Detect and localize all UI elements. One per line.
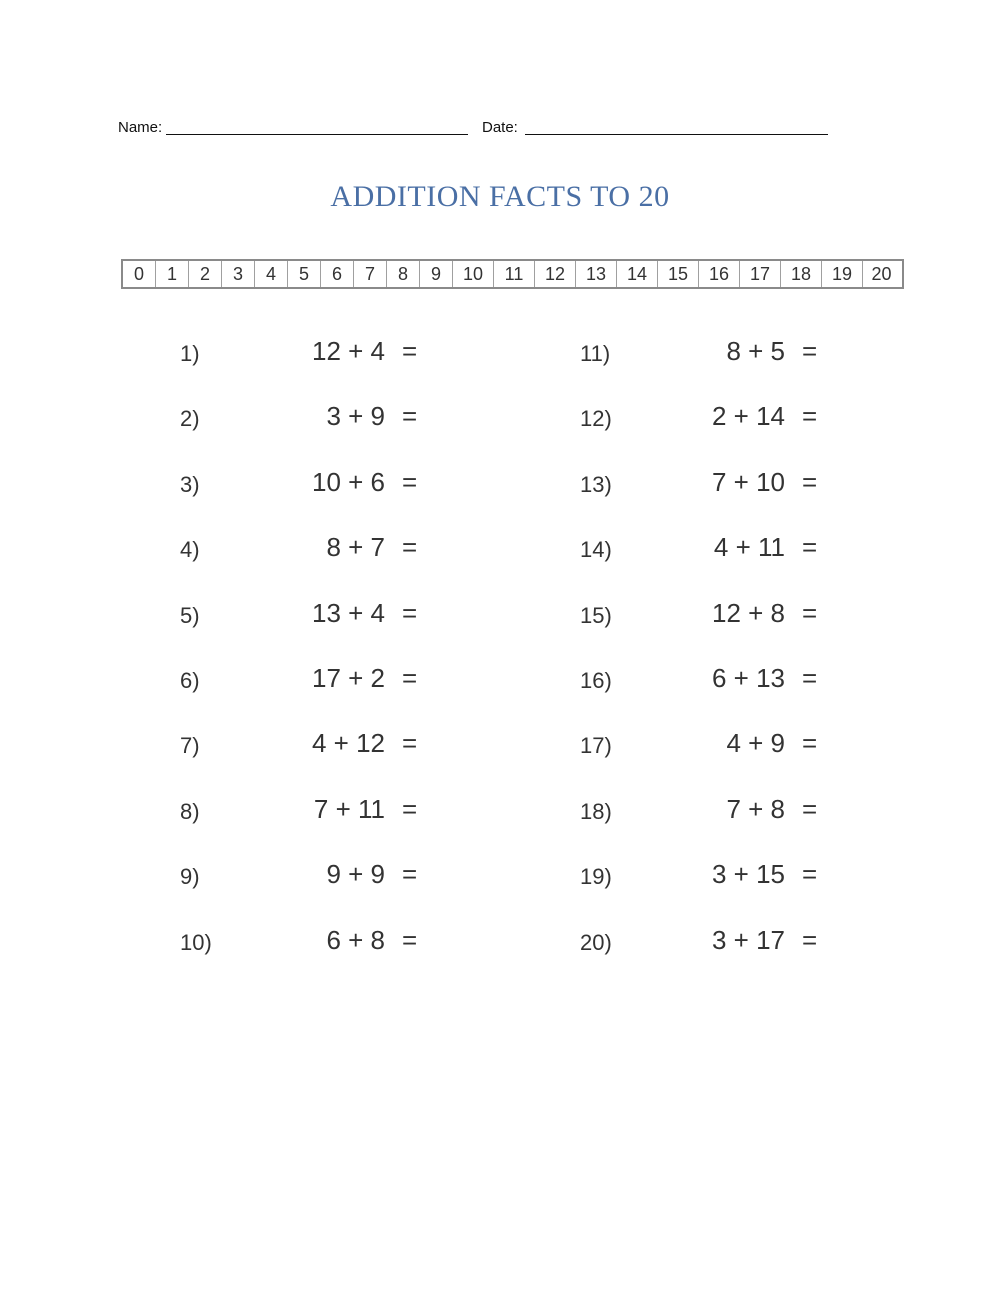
number-line-cell: 8 — [387, 261, 420, 287]
problem-number: 16) — [580, 667, 612, 693]
equals-sign: = — [802, 728, 818, 759]
problem-row — [580, 519, 840, 584]
date-label: Date: — [482, 119, 518, 136]
problem-row — [180, 585, 440, 650]
equals-sign: = — [802, 336, 818, 366]
equals-sign: = — [802, 532, 818, 563]
number-line-cell: 5 — [288, 261, 321, 287]
problem-expression: 12 + 8 — [711, 597, 785, 628]
problem-row — [180, 519, 440, 584]
problem-number: 18) — [580, 798, 612, 824]
problem-row — [580, 454, 840, 519]
problems-column-right — [580, 323, 840, 977]
problem-number: 12) — [580, 406, 612, 432]
problem-number: 2) — [180, 406, 200, 432]
number-line-cell: 17 — [740, 261, 781, 287]
number-line-cell: 14 — [617, 261, 658, 287]
equals-sign: = — [402, 728, 418, 759]
equals-sign: = — [402, 597, 418, 628]
equals-sign: = — [402, 662, 418, 693]
equals-sign: = — [802, 793, 818, 824]
problem-row — [580, 585, 840, 650]
problem-number: 8) — [180, 798, 200, 824]
number-line — [121, 259, 904, 289]
problem-expression: 4 + 12 — [311, 728, 385, 759]
problem-expression: 7 + 10 — [711, 466, 785, 497]
problem-row — [580, 323, 840, 388]
name-field[interactable] — [166, 134, 468, 135]
problem-row — [580, 650, 840, 715]
number-line-cell: 0 — [123, 261, 156, 287]
problem-number: 4) — [180, 537, 200, 563]
equals-sign: = — [402, 466, 418, 497]
number-line-cell: 16 — [699, 261, 740, 287]
problem-row — [580, 846, 840, 911]
problem-expression: 12 + 4 — [311, 336, 385, 366]
problem-expression: 3 + 15 — [711, 859, 785, 890]
problem-expression: 17 + 2 — [311, 662, 385, 693]
problem-expression: 8 + 7 — [326, 532, 385, 563]
equals-sign: = — [402, 401, 418, 432]
problem-expression: 2 + 14 — [711, 401, 785, 432]
problem-expression: 4 + 11 — [713, 532, 785, 563]
problem-row — [180, 388, 440, 453]
problem-number: 13) — [580, 471, 612, 497]
equals-sign: = — [402, 336, 418, 366]
number-line-cell: 12 — [535, 261, 576, 287]
problem-number: 17) — [580, 733, 612, 759]
number-line-cell: 13 — [576, 261, 617, 287]
problem-number: 15) — [580, 602, 612, 628]
problem-expression: 13 + 4 — [311, 597, 385, 628]
number-line-cell: 4 — [255, 261, 288, 287]
equals-sign: = — [802, 597, 818, 628]
problem-number: 1) — [180, 341, 200, 366]
problem-row — [180, 781, 440, 846]
number-line-cell: 7 — [354, 261, 387, 287]
number-line-cell: 9 — [420, 261, 453, 287]
problem-row — [180, 912, 440, 977]
problem-number: 20) — [580, 929, 612, 955]
problem-number: 9) — [180, 864, 200, 890]
equals-sign: = — [402, 924, 418, 955]
problems-column-left — [180, 323, 440, 977]
equals-sign: = — [802, 859, 818, 890]
problem-expression: 9 + 9 — [326, 859, 385, 890]
problem-expression: 7 + 8 — [726, 793, 785, 824]
problem-expression: 7 + 11 — [313, 793, 385, 824]
date-field[interactable] — [525, 134, 828, 135]
problem-expression: 3 + 17 — [711, 924, 785, 955]
problem-expression: 4 + 9 — [726, 728, 785, 759]
equals-sign: = — [402, 793, 418, 824]
problem-row — [580, 912, 840, 977]
equals-sign: = — [802, 401, 818, 432]
problem-expression: 6 + 13 — [711, 662, 785, 693]
number-line-cell: 10 — [453, 261, 494, 287]
problem-row — [180, 323, 440, 388]
problem-row — [180, 715, 440, 780]
equals-sign: = — [802, 924, 818, 955]
name-label: Name: — [118, 119, 163, 136]
problem-number: 5) — [180, 602, 200, 628]
problem-number: 6) — [180, 667, 200, 693]
worksheet-title: ADDITION FACTS TO 20 — [330, 180, 670, 213]
number-line-cell: 6 — [321, 261, 354, 287]
problem-row — [180, 846, 440, 911]
problem-expression: 6 + 8 — [326, 924, 385, 955]
problem-expression: 10 + 6 — [311, 466, 385, 497]
number-line-cell: 15 — [658, 261, 699, 287]
problem-number: 14) — [580, 537, 612, 563]
problem-row — [180, 650, 440, 715]
number-line-cell: 3 — [222, 261, 255, 287]
equals-sign: = — [802, 466, 818, 497]
number-line-cell: 1 — [156, 261, 189, 287]
problem-number: 19) — [580, 864, 612, 890]
problem-row — [180, 454, 440, 519]
number-line-cell: 2 — [189, 261, 222, 287]
problem-number: 10) — [180, 929, 212, 955]
worksheet-header — [0, 117, 1000, 141]
number-line-cell: 18 — [781, 261, 822, 287]
problem-number: 7) — [180, 733, 200, 759]
equals-sign: = — [402, 532, 418, 563]
problem-number: 11) — [580, 341, 611, 366]
number-line-cell: 19 — [822, 261, 863, 287]
problem-row — [580, 388, 840, 453]
problem-row — [580, 715, 840, 780]
equals-sign: = — [802, 662, 818, 693]
number-line-cell: 20 — [871, 264, 892, 284]
problem-row — [580, 781, 840, 846]
number-line-cell: 11 — [494, 261, 535, 287]
problem-number: 3) — [180, 471, 200, 497]
equals-sign: = — [402, 859, 418, 890]
problem-expression: 3 + 9 — [326, 401, 385, 432]
problem-expression: 8 + 5 — [726, 336, 785, 366]
